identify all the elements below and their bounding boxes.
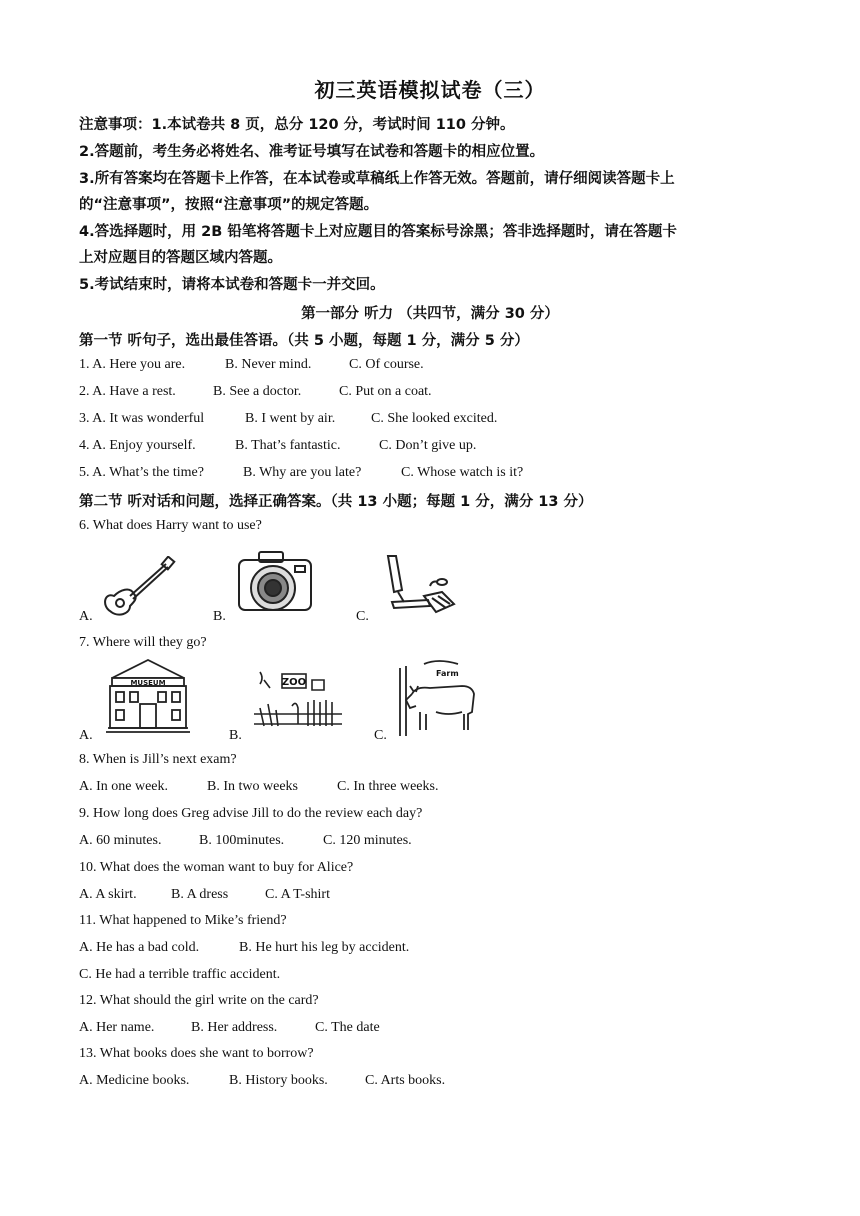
notice-line: 注意事项：1.本试卷共 8 页，总分 120 分，考试时间 110 分钟。 xyxy=(79,117,515,133)
option[interactable]: B. Why are you late? xyxy=(243,465,362,480)
option[interactable]: B. 100minutes. xyxy=(199,833,285,848)
option-letter[interactable]: A. xyxy=(79,728,93,743)
notice-line: 上对应题目的答题区域内答题。 xyxy=(79,250,282,266)
option[interactable]: C. She looked excited. xyxy=(371,411,498,426)
question-text: 12. What should the girl write on the card? xyxy=(79,993,319,1008)
question-row xyxy=(79,384,460,400)
question-options xyxy=(79,940,437,956)
option[interactable]: B. See a doctor. xyxy=(213,384,302,399)
question-text: 10. What does the woman want to buy for Alice? xyxy=(79,860,354,875)
question-options xyxy=(79,779,466,795)
guitar-icon[interactable] xyxy=(100,556,176,618)
question-text: 13. What books does she want to borrow? xyxy=(79,1046,314,1061)
question-text: 8. When is Jill’s next exam? xyxy=(79,752,237,767)
question-row xyxy=(79,465,551,481)
option[interactable]: C. A T-shirt xyxy=(265,887,330,902)
option[interactable]: 2. A. Have a rest. xyxy=(79,384,176,399)
question-row xyxy=(79,438,504,454)
option[interactable]: B. Never mind. xyxy=(225,357,312,372)
question-options xyxy=(79,967,308,983)
option[interactable]: B. A dress xyxy=(171,887,229,902)
question-options xyxy=(79,887,358,903)
question-row xyxy=(79,357,452,373)
notice-line: 2.答题前，考生务必将姓名、准考证号填写在试卷和答题卡的相应位置。 xyxy=(79,144,545,160)
option[interactable]: B. I went by air. xyxy=(245,411,336,426)
option[interactable]: A. A skirt. xyxy=(79,887,137,902)
option-letter[interactable]: B. xyxy=(229,728,242,743)
farm-icon[interactable] xyxy=(396,656,480,738)
camera-icon[interactable] xyxy=(235,548,315,620)
option[interactable]: 1. A. Here you are. xyxy=(79,357,186,372)
section-heading: 第二节 听对话和问题，选择正确答案。（共 13 小题；每题 1 分，满分 13 分） xyxy=(79,494,593,510)
page-title: 初三英语模拟试卷（三） xyxy=(314,78,546,102)
zoo-sign: ZOO xyxy=(281,677,307,688)
notice-line: 的“注意事项”，按照“注意事项”的规定答题。 xyxy=(79,197,379,213)
option[interactable]: C. Of course. xyxy=(349,357,424,372)
question-options xyxy=(79,1073,473,1089)
option[interactable]: B. In two weeks xyxy=(207,779,298,794)
museum-icon[interactable] xyxy=(106,656,190,734)
option[interactable]: B. He hurt his leg by accident. xyxy=(239,940,410,955)
notice-line: 4.答选择题时，用 2B 铅笔将答题卡上对应题目的答案标号涂黑；答非选择题时，请在答题卡 xyxy=(79,224,677,240)
question-text: 11. What happened to Mike’s friend? xyxy=(79,913,287,928)
farm-sign: Farm xyxy=(436,669,459,678)
question-row xyxy=(79,411,525,427)
option[interactable]: 3. A. It was wonderful xyxy=(79,411,205,426)
option[interactable]: A. Medicine books. xyxy=(79,1073,190,1088)
notice-line: 5.考试结束时，请将本试卷和答题卡一并交回。 xyxy=(79,277,385,293)
option[interactable]: C. The date xyxy=(315,1020,380,1035)
option[interactable]: B. Her address. xyxy=(191,1020,278,1035)
option[interactable]: A. He has a bad cold. xyxy=(79,940,200,955)
option[interactable]: 5. A. What’s the time? xyxy=(79,465,204,480)
museum-sign: MUSEUM xyxy=(130,679,166,687)
question-options xyxy=(79,833,440,849)
notice-line: 3.所有答案均在答题卡上作答，在本试卷或草稿纸上作答无效。答题前，请仔细阅读答题卡上 xyxy=(79,171,675,187)
option-letter[interactable]: C. xyxy=(356,609,369,624)
option-letter[interactable]: B. xyxy=(213,609,226,624)
option[interactable]: B. History books. xyxy=(229,1073,328,1088)
option[interactable]: C. In three weeks. xyxy=(337,779,439,794)
computer-icon[interactable] xyxy=(382,552,458,618)
question-text: 9. How long does Greg advise Jill to do the review each day? xyxy=(79,806,423,821)
part-heading: 第一部分 听力 （共四节，满分 30 分） xyxy=(301,306,559,322)
option[interactable]: A. In one week. xyxy=(79,779,169,794)
option-letter[interactable]: C. xyxy=(374,728,387,743)
option[interactable]: 4. A. Enjoy yourself. xyxy=(79,438,196,453)
section-heading: 第一节 听句子，选出最佳答语。（共 5 小题，每题 1 分，满分 5 分） xyxy=(79,333,529,349)
question-text: 7. Where will they go? xyxy=(79,635,207,650)
option[interactable]: C. Put on a coat. xyxy=(339,384,432,399)
option[interactable]: A. 60 minutes. xyxy=(79,833,162,848)
option[interactable]: C. Don’t give up. xyxy=(379,438,477,453)
option[interactable]: C. Whose watch is it? xyxy=(401,465,524,480)
question-text: 6. What does Harry want to use? xyxy=(79,518,262,533)
question-options xyxy=(79,1020,408,1036)
option[interactable]: C. Arts books. xyxy=(365,1073,446,1088)
option[interactable]: A. Her name. xyxy=(79,1020,155,1035)
option[interactable]: B. That’s fantastic. xyxy=(235,438,341,453)
option-letter[interactable]: A. xyxy=(79,609,93,624)
option[interactable]: C. 120 minutes. xyxy=(323,833,412,848)
option[interactable]: C. He had a terrible traffic accident. xyxy=(79,967,281,982)
zoo-icon[interactable] xyxy=(252,668,344,730)
